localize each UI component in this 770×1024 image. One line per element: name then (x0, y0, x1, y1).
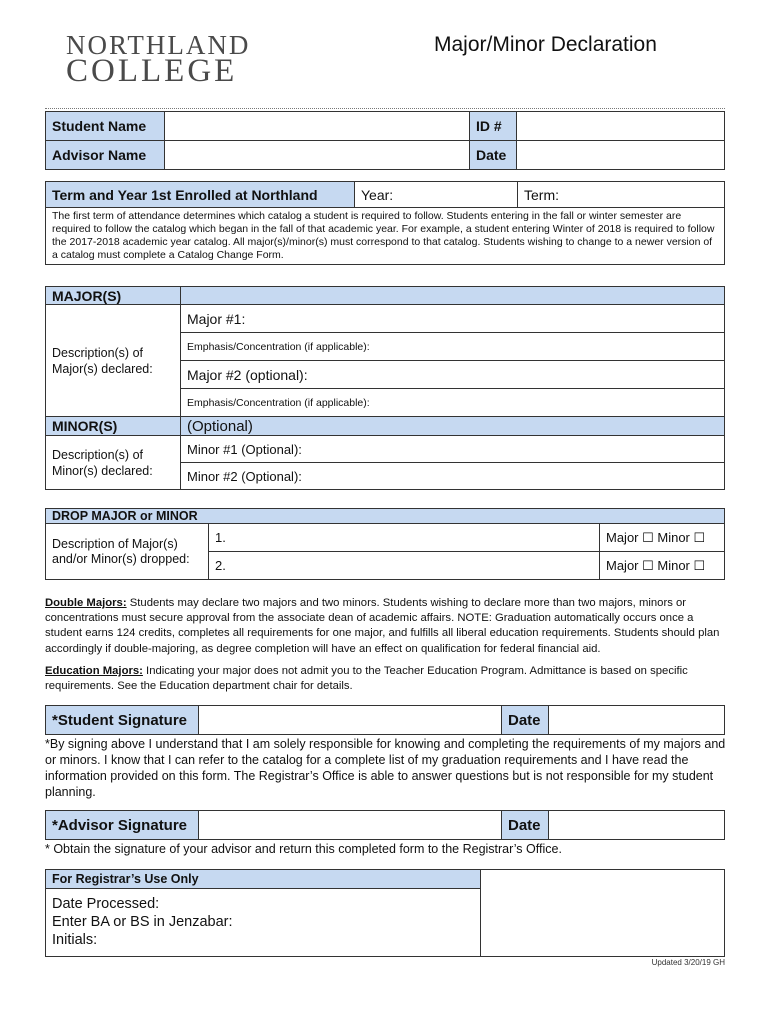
drop-row2-field[interactable]: 2. (209, 552, 600, 580)
student-name-field[interactable] (165, 112, 470, 141)
advisor-signature-date-field[interactable] (549, 811, 725, 840)
emphasis1-field[interactable]: Emphasis/Concentration (if applicable): (181, 333, 725, 361)
student-name-label: Student Name (46, 112, 165, 141)
drop-description-label: Description of Major(s) and/or Minor(s) dropped: (46, 524, 209, 580)
minor2-field[interactable]: Minor #2 (Optional): (181, 463, 725, 490)
major1-field[interactable]: Major #1: (181, 305, 725, 333)
drop-row2-choice[interactable]: Major ☐ Minor ☐ (600, 552, 725, 580)
student-signature-disclaimer: *By signing above I understand that I am solely responsible for knowing and completing the requirements of my majors and or minors. I know that I can refer to the catalog for a complete list of my graduation requirements and I have read the information provided on this form. The Registrar’s Office is able to answer questions but is not responsible for my student planning. (45, 737, 726, 799)
student-signature-date-field[interactable] (549, 706, 725, 735)
student-signature-field[interactable] (199, 706, 502, 735)
drop-header: DROP MAJOR or MINOR (46, 509, 725, 524)
student-signature-date-label: Date (502, 706, 549, 735)
page-title: Major/Minor Declaration (434, 33, 657, 56)
education-majors-note (45, 664, 727, 694)
major2-field[interactable]: Major #2 (optional): (181, 361, 725, 389)
date-label: Date (470, 141, 517, 170)
updated-footer: Updated 3/20/19 GH (651, 958, 725, 967)
advisor-signature-note: * Obtain the signature of your advisor and return this completed form to the Registrar’s Office. (45, 842, 562, 856)
date-processed-label: Date Processed: (52, 896, 160, 912)
id-label: ID # (470, 112, 517, 141)
jenzabar-label: Enter BA or BS in Jenzabar: (52, 914, 233, 930)
registrar-table (45, 869, 725, 957)
id-field[interactable] (517, 112, 725, 141)
double-majors-text: Students may declare two majors and two minors. Students wishing to declare more than two majors, minors or concentrations must secure approval from the associate dean of academic affairs. NOTE: Graduation automatically occurs once a student earns 124 credits, completes all requirements for one major, and fulfills all liberal education requirements. Students should plan accordingly if double-majoring, as degree completion will have an effect on qualification for federal financial aid. (45, 597, 720, 655)
header-divider (45, 108, 725, 109)
catalog-note: The first term of attendance determines which catalog a student is required to follow. Students entering in the fall or winter semester are required to follow the catalog which began in the fall of that academic year. For example, a student entering Winter of 2018 is required to follow the 2017-2018 academic year catalog. All major(s)/minor(s) must correspond to that catalog. Students wishing to change to a newer version of a catalog must complete a Catalog Change Form. (46, 208, 725, 265)
college-logo-line2: COLLEGE (66, 53, 238, 89)
emphasis2-field[interactable]: Emphasis/Concentration (if applicable): (181, 389, 725, 417)
double-majors-title: Double Majors: (45, 597, 127, 609)
minors-optional-label: (Optional) (181, 417, 725, 436)
advisor-name-label: Advisor Name (46, 141, 165, 170)
initials-label: Initials: (52, 932, 98, 948)
year-field[interactable]: Year: (355, 182, 518, 208)
education-majors-title: Education Majors: (45, 665, 143, 677)
minor1-field[interactable]: Minor #1 (Optional): (181, 436, 725, 463)
enrollment-label: Term and Year 1st Enrolled at Northland (46, 182, 355, 208)
drop-table (45, 508, 725, 580)
advisor-signature-date-label: Date (502, 811, 549, 840)
minors-description-label: Description(s) of Minor(s) declared: (46, 436, 181, 490)
drop-row1-choice[interactable]: Major ☐ Minor ☐ (600, 524, 725, 552)
advisor-signature-field[interactable] (199, 811, 502, 840)
enrollment-table (45, 181, 725, 265)
college-logo-line1: NORTHLAND (66, 30, 251, 60)
registrar-fields (46, 889, 481, 957)
advisor-signature-table (45, 810, 725, 840)
advisor-signature-label: *Advisor Signature (46, 811, 199, 840)
minors-header: MINOR(S) (46, 417, 181, 436)
majors-header: MAJOR(S) (46, 287, 181, 305)
education-majors-text: Indicating your major does not admit you to the Teacher Education Program. Admittance is based on specific requirements. See the Education department chair for details. (45, 665, 688, 693)
drop-row1-field[interactable]: 1. (209, 524, 600, 552)
student-info-table (45, 111, 725, 170)
majors-header-fill (181, 287, 725, 305)
date-field[interactable] (517, 141, 725, 170)
majors-description-label: Description(s) of Major(s) declared: (46, 305, 181, 417)
advisor-name-field[interactable] (165, 141, 470, 170)
student-signature-table (45, 705, 725, 735)
student-signature-label: *Student Signature (46, 706, 199, 735)
registrar-blank-area (481, 870, 725, 957)
registrar-header: For Registrar’s Use Only (46, 870, 481, 889)
term-field[interactable]: Term: (518, 182, 725, 208)
double-majors-note (45, 596, 727, 657)
majors-minors-table (45, 286, 725, 490)
